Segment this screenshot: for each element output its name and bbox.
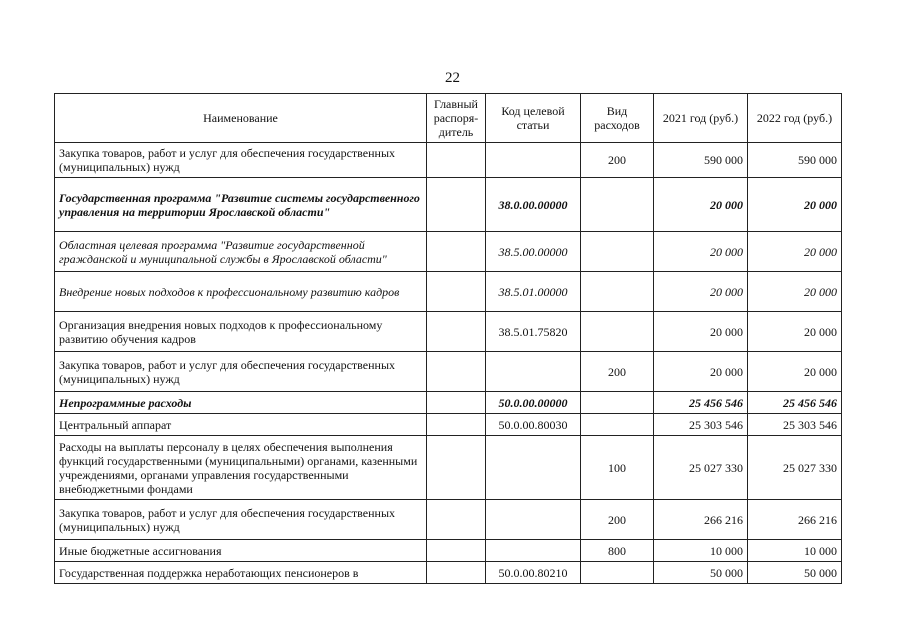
cell-name: Областная целевая программа "Развитие государственной гражданской и муниципальной службы в Ярославской области"	[55, 232, 427, 272]
cell-expense-type	[581, 178, 654, 232]
table-row	[55, 232, 842, 272]
table-row	[55, 414, 842, 436]
cell-name: Закупка товаров, работ и услуг для обеспечения государственных (муниципальных) нужд	[55, 143, 427, 178]
cell-amount-2022: 25 456 546	[748, 392, 842, 414]
cell-amount-2022: 25 303 546	[748, 414, 842, 436]
table-row	[55, 500, 842, 540]
header-target-code: Код целевой статьи	[486, 94, 581, 143]
cell-amount-2022: 590 000	[748, 143, 842, 178]
table-row	[55, 352, 842, 392]
header-manager: Главный распоря-дитель	[427, 94, 486, 143]
table-header-row	[55, 94, 842, 143]
cell-amount-2022: 20 000	[748, 178, 842, 232]
cell-manager	[427, 392, 486, 414]
cell-expense-type: 200	[581, 500, 654, 540]
cell-target-code	[486, 436, 581, 500]
cell-target-code: 38.5.01.75820	[486, 312, 581, 352]
cell-amount-2021: 20 000	[654, 232, 748, 272]
cell-amount-2022: 20 000	[748, 352, 842, 392]
table-row	[55, 562, 842, 584]
cell-amount-2021: 25 456 546	[654, 392, 748, 414]
budget-table	[54, 93, 842, 584]
cell-expense-type: 100	[581, 436, 654, 500]
cell-amount-2021: 20 000	[654, 272, 748, 312]
cell-amount-2021: 10 000	[654, 540, 748, 562]
cell-amount-2021: 20 000	[654, 352, 748, 392]
table-row	[55, 143, 842, 178]
cell-amount-2021: 25 027 330	[654, 436, 748, 500]
cell-amount-2022: 20 000	[748, 232, 842, 272]
cell-amount-2022: 10 000	[748, 540, 842, 562]
cell-name: Государственная поддержка неработающих пенсионеров в	[55, 562, 427, 584]
cell-amount-2021: 20 000	[654, 312, 748, 352]
header-year-2022: 2022 год (руб.)	[748, 94, 842, 143]
table-row	[55, 392, 842, 414]
cell-name: Иные бюджетные ассигнования	[55, 540, 427, 562]
cell-name: Закупка товаров, работ и услуг для обеспечения государственных (муниципальных) нужд	[55, 352, 427, 392]
cell-expense-type	[581, 414, 654, 436]
cell-amount-2021: 50 000	[654, 562, 748, 584]
cell-manager	[427, 312, 486, 352]
table-row	[55, 178, 842, 232]
cell-amount-2021: 20 000	[654, 178, 748, 232]
cell-target-code: 38.5.00.00000	[486, 232, 581, 272]
cell-name: Организация внедрения новых подходов к профессиональному развитию обучения кадров	[55, 312, 427, 352]
cell-target-code: 50.0.00.80030	[486, 414, 581, 436]
cell-amount-2021: 25 303 546	[654, 414, 748, 436]
cell-amount-2022: 25 027 330	[748, 436, 842, 500]
cell-manager	[427, 232, 486, 272]
table-row	[55, 436, 842, 500]
cell-target-code	[486, 143, 581, 178]
cell-name: Центральный аппарат	[55, 414, 427, 436]
cell-amount-2022: 20 000	[748, 312, 842, 352]
cell-target-code	[486, 352, 581, 392]
cell-amount-2022: 50 000	[748, 562, 842, 584]
header-name: Наименование	[55, 94, 427, 143]
cell-amount-2022: 266 216	[748, 500, 842, 540]
cell-manager	[427, 540, 486, 562]
cell-target-code	[486, 540, 581, 562]
page-number: 22	[445, 70, 460, 86]
cell-manager	[427, 562, 486, 584]
cell-manager	[427, 272, 486, 312]
cell-expense-type	[581, 562, 654, 584]
cell-target-code: 50.0.00.00000	[486, 392, 581, 414]
cell-expense-type	[581, 312, 654, 352]
cell-manager	[427, 414, 486, 436]
cell-name: Закупка товаров, работ и услуг для обеспечения государственных (муниципальных) нужд	[55, 500, 427, 540]
table-body	[55, 143, 842, 584]
table-row	[55, 312, 842, 352]
cell-amount-2021: 590 000	[654, 143, 748, 178]
cell-expense-type	[581, 392, 654, 414]
cell-target-code: 38.5.01.00000	[486, 272, 581, 312]
cell-expense-type: 800	[581, 540, 654, 562]
cell-manager	[427, 436, 486, 500]
cell-target-code: 50.0.00.80210	[486, 562, 581, 584]
cell-manager	[427, 143, 486, 178]
cell-name: Внедрение новых подходов к профессиональному развитию кадров	[55, 272, 427, 312]
cell-amount-2021: 266 216	[654, 500, 748, 540]
header-expense-type: Вид расходов	[581, 94, 654, 143]
cell-amount-2022: 20 000	[748, 272, 842, 312]
header-year-2021: 2021 год (руб.)	[654, 94, 748, 143]
cell-name: Расходы на выплаты персоналу в целях обеспечения выполнения функций государственными (муниципальными) органами, казенными учреждениями, органами управления государственными внебюджетными фондами	[55, 436, 427, 500]
table-row	[55, 272, 842, 312]
cell-expense-type: 200	[581, 143, 654, 178]
cell-expense-type	[581, 272, 654, 312]
cell-target-code	[486, 500, 581, 540]
cell-name: Государственная программа "Развитие системы государственного управления на территории Ярославской области"	[55, 178, 427, 232]
table-row	[55, 540, 842, 562]
cell-expense-type	[581, 232, 654, 272]
cell-target-code: 38.0.00.00000	[486, 178, 581, 232]
cell-expense-type: 200	[581, 352, 654, 392]
cell-manager	[427, 178, 486, 232]
cell-manager	[427, 352, 486, 392]
cell-name: Непрограммные расходы	[55, 392, 427, 414]
cell-manager	[427, 500, 486, 540]
